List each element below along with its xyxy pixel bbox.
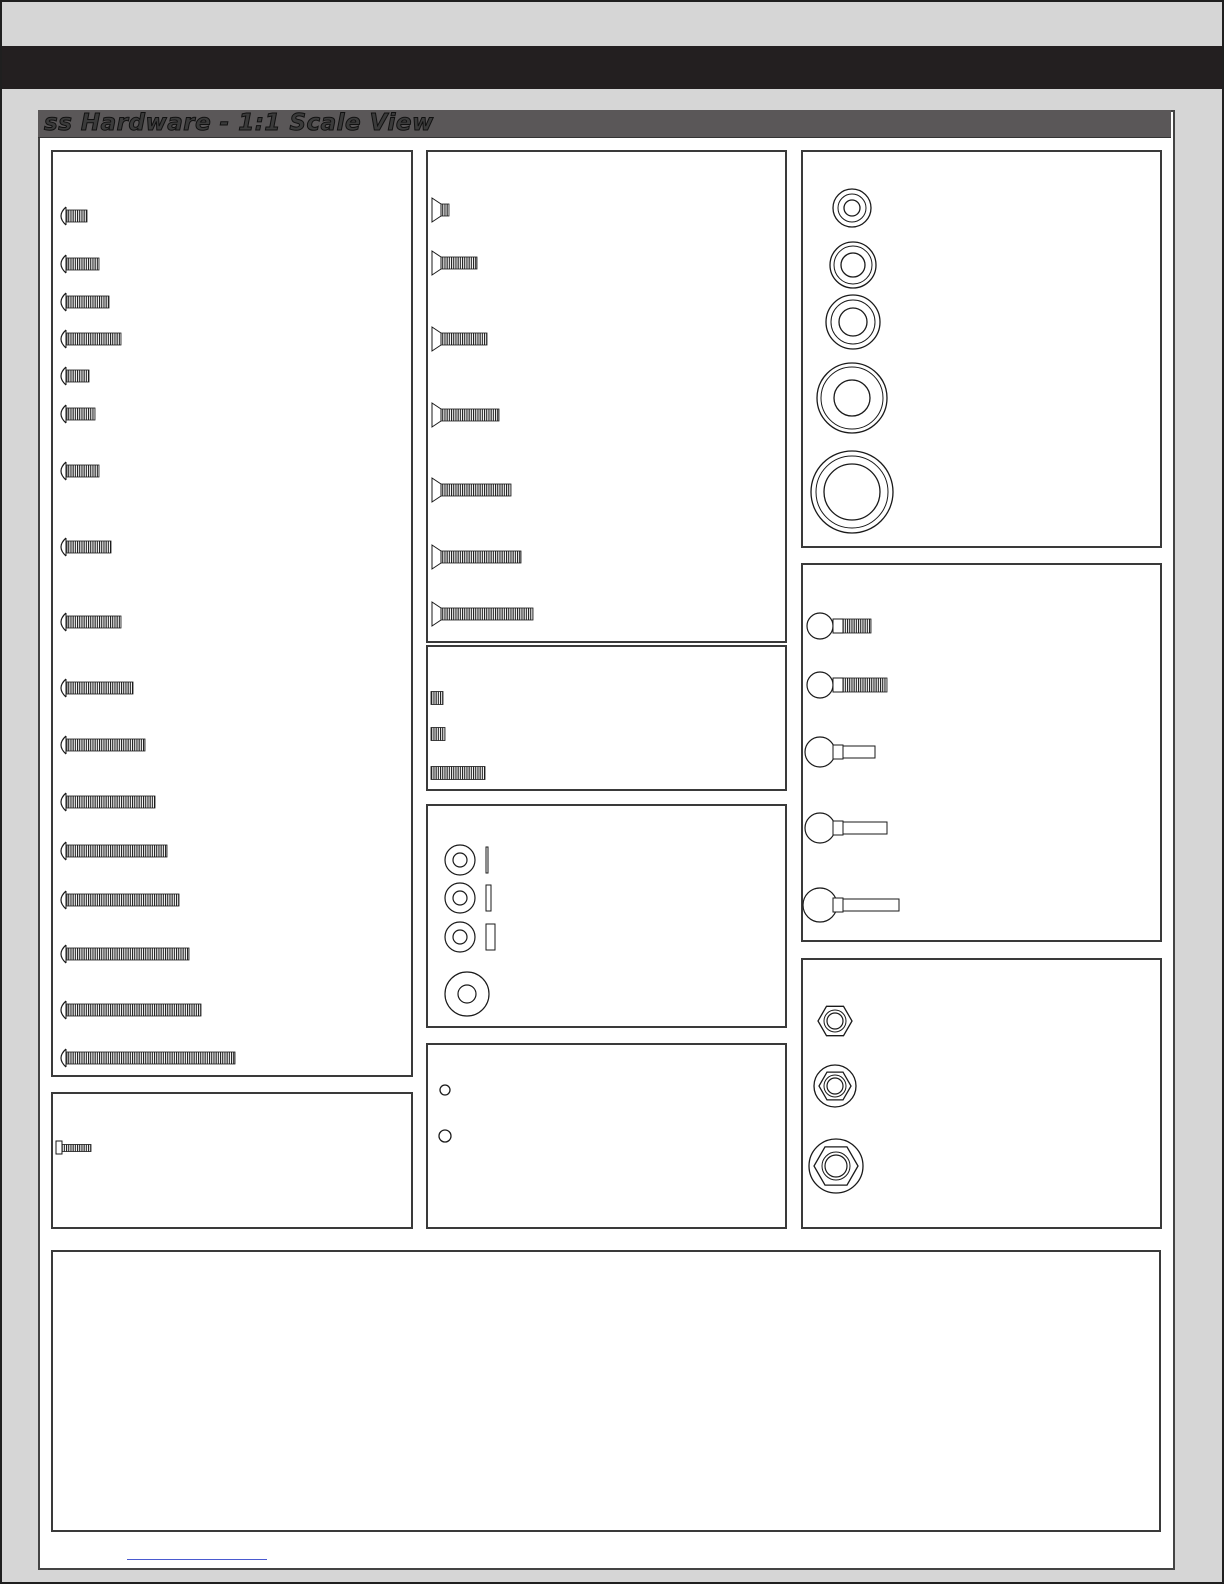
button-head-screw [61, 1049, 235, 1067]
flat-head-screw [432, 478, 511, 502]
button-head-screw [61, 462, 99, 480]
button-head-screw [61, 538, 111, 556]
lock-nut-group [809, 1006, 863, 1193]
bearing-group [811, 189, 893, 533]
button-head-screw [61, 330, 121, 348]
flat-head-screw [432, 198, 449, 222]
steel-ball [440, 1085, 450, 1095]
ball-stud [807, 672, 887, 698]
steel-ball [439, 1130, 451, 1142]
lock-nut [814, 1065, 856, 1107]
button-head-screw [61, 367, 89, 385]
shim-washer-group [445, 845, 495, 1016]
section-title: ss Hardware - 1:1 Scale View [44, 110, 434, 136]
lock-nut [809, 1139, 863, 1193]
flat-head-screw [432, 403, 499, 427]
button-head-screw [61, 207, 87, 225]
button-head-screw [61, 891, 179, 909]
button-head-screw [61, 945, 189, 963]
button-head-screw [61, 255, 99, 273]
ball-stud [803, 888, 899, 922]
ball-bearing [833, 189, 871, 227]
set-screw [431, 728, 445, 741]
flat-head-screw-group [432, 198, 533, 626]
shim-washer [445, 922, 495, 952]
button-head-screw [61, 405, 95, 423]
ball-bearing [811, 451, 893, 533]
ball-stud-group [803, 613, 899, 922]
footer-link-underline[interactable] [127, 1559, 267, 1560]
flat-head-screw [432, 251, 477, 275]
ball-bearing [830, 242, 876, 288]
button-head-screw [61, 736, 145, 754]
button-head-screw [61, 842, 167, 860]
ball-group [439, 1085, 451, 1142]
shim-washer [445, 883, 491, 913]
button-head-screw [61, 793, 155, 811]
button-head-screw [61, 293, 109, 311]
set-screw-group [431, 692, 485, 780]
large-washer [445, 972, 489, 1016]
button-head-screw-group [61, 207, 235, 1067]
set-screw [431, 692, 443, 705]
lock-nut [818, 1006, 852, 1035]
set-screw-single [56, 1141, 91, 1154]
button-head-screw [61, 679, 133, 697]
set-screw-single-group [56, 1141, 91, 1154]
ball-bearing [826, 295, 880, 349]
button-head-screw [61, 1001, 201, 1019]
set-screw [431, 767, 485, 780]
flat-head-screw [432, 602, 533, 626]
flat-head-screw [432, 545, 521, 569]
button-head-screw [61, 613, 121, 631]
shim-washer [445, 845, 488, 875]
ball-stud [805, 813, 887, 843]
ball-stud [805, 737, 875, 767]
ball-bearing [817, 363, 887, 433]
flat-head-screw [432, 327, 487, 351]
ball-stud [807, 613, 871, 639]
